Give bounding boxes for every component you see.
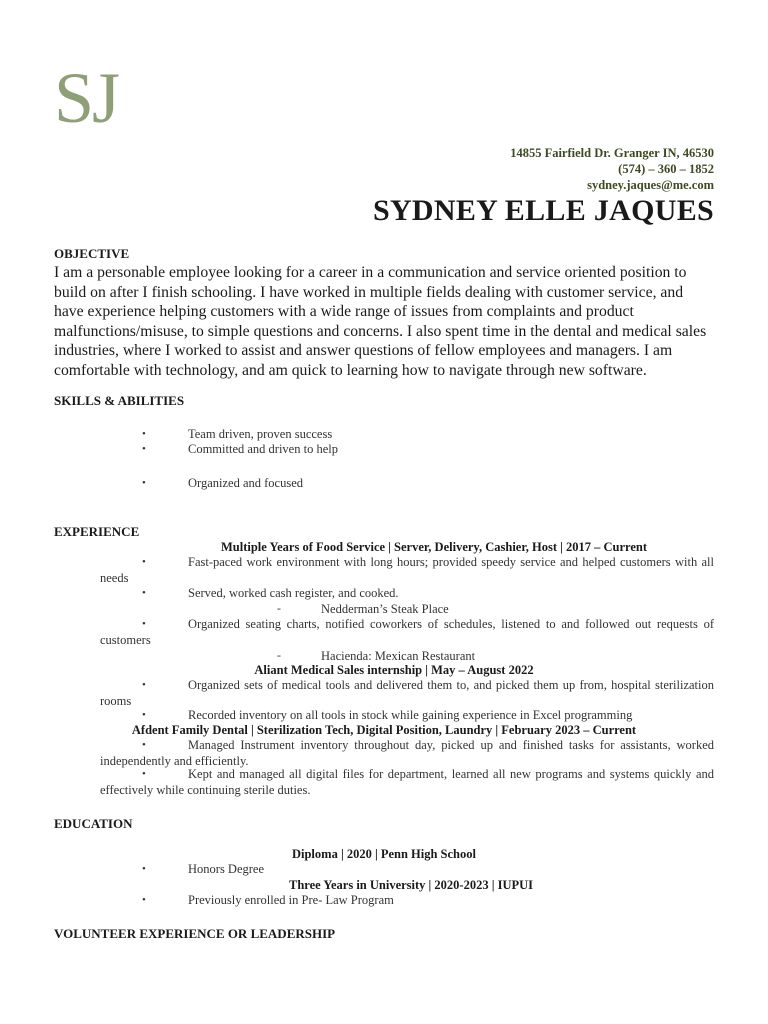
- bullet-icon: •: [142, 894, 146, 906]
- job-bullet: Fast-paced work environment with long hours; provided speedy service and helped customers with all needs: [100, 555, 714, 585]
- job-title: Multiple Years of Food Service | Server, Delivery, Cashier, Host | 2017 – Current: [220, 540, 648, 554]
- skill-item: Team driven, proven success: [188, 427, 333, 441]
- job-title: Aliant Medical Sales internship | May – August 2022: [254, 663, 534, 677]
- monogram: SJ: [54, 58, 119, 138]
- skill-item: Organized and focused: [188, 476, 304, 490]
- bullet-icon: •: [142, 556, 146, 568]
- school-title: Diploma | 2020 | Penn High School: [291, 847, 476, 861]
- job-bullet: Served, worked cash register, and cooked.: [188, 586, 399, 600]
- dash-icon: -: [277, 648, 281, 662]
- school-title: Three Years in University | 2020-2023 | IUPUI: [288, 878, 534, 892]
- bullet-icon: •: [142, 428, 146, 440]
- job-bullet: Organized seating charts, notified coworkers of schedules, listened to and followed out requests of customers: [100, 617, 714, 647]
- email: sydney.jaques@me.com: [587, 178, 714, 192]
- skills-heading: SKILLS & ABILITIES: [54, 393, 185, 408]
- education-item: Honors Degree: [188, 862, 265, 876]
- job-bullet: Managed Instrument inventory throughout day, picked up and finished tasks for assistants, worked independently and efficiently.: [100, 738, 714, 768]
- objective-text: I am a personable employee looking for a career in a communication and service oriented position to build on after I finish schooling. I have worked in multiple fields dealing with customer service, and have experience helping customers with a wide range of issues from complaints and product malfunctions/misuse, to simple questions and concerns. I also spent time in the dental and medical sales industries, where I worked to assist and answer questions of fellow employees and managers. I am comfortable with technology, and am quick to learning how to navigate through new software.: [54, 264, 707, 379]
- job-bullet: Organized sets of medical tools and delivered them to, and picked them up from, hospital sterilization rooms: [100, 678, 714, 708]
- phone: (574) – 360 – 1852: [618, 162, 714, 176]
- bullet-icon: •: [142, 679, 146, 691]
- experience-heading: EXPERIENCE: [54, 524, 140, 539]
- bullet-icon: •: [142, 739, 146, 751]
- bullet-icon: •: [142, 768, 146, 780]
- job-location: Hacienda: Mexican Restaurant: [321, 649, 476, 663]
- job-title: Afdent Family Dental | Sterilization Tech, Digital Position, Laundry | February 2023 – Current: [131, 723, 637, 737]
- job-location: Nedderman’s Steak Place: [321, 602, 449, 616]
- dash-icon: -: [277, 601, 281, 615]
- education-item: Previously enrolled in Pre- Law Program: [188, 893, 394, 907]
- bullet-icon: •: [142, 863, 146, 875]
- skill-item: Committed and driven to help: [188, 442, 338, 456]
- bullet-icon: •: [142, 709, 146, 721]
- full-name: SYDNEY ELLE JAQUES: [372, 194, 714, 227]
- address: 14855 Fairfield Dr. Granger IN, 46530: [510, 146, 714, 160]
- job-bullet: Recorded inventory on all tools in stock while gaining experience in Excel programming: [188, 708, 633, 722]
- objective-heading: OBJECTIVE: [54, 246, 130, 261]
- volunteer-heading: VOLUNTEER EXPERIENCE OR LEADERSHIP: [54, 926, 336, 941]
- bullet-icon: •: [142, 587, 146, 599]
- bullet-icon: •: [142, 477, 146, 489]
- bullet-icon: •: [142, 618, 146, 630]
- bullet-icon: •: [142, 443, 146, 455]
- education-heading: EDUCATION: [54, 816, 133, 831]
- job-bullet: Kept and managed all digital files for department, learned all new programs and systems quickly and effectively while continuing sterile duties.: [100, 767, 714, 797]
